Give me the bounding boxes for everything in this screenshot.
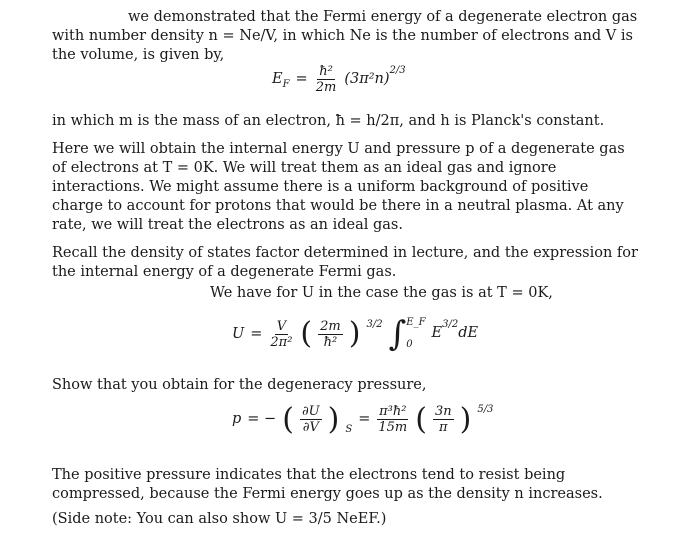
objective-paragraph: Here we will obtain the internal energy U and pressure p of a degenerate gas of electrons at T = 0K. We will treat them as an ideal gas and ignore interactions. We might assume there is a uniform background of positive charge to account for protons that would be there in a neutral plasma. At any rate, we will treat the electrons as an ideal gas. xyxy=(52,141,625,233)
internal-energy-equation: U = $\frac{V}{\text{2π²}}$ ( $\frac{2m}{\text{ħ²}}$ ) 3/2 ∫ E_F 0 $E^{3/2}dE$ xyxy=(232,314,479,354)
side-note-paragraph: (Side note: You can also show U = 3/5 NeEF.) xyxy=(52,511,387,527)
intro-paragraph: we demonstrated that the Fermi energy of a degenerate electron gas with number density n = Ne/V, in which Ne is the number of electrons and V is the volume, is given by, xyxy=(52,9,638,63)
pressure-explanation-paragraph: The positive pressure indicates that the electrons tend to resist being compressed, because the Fermi energy goes up as the density n increases. xyxy=(52,467,603,502)
recall-paragraph: Recall the density of states factor determined in lecture, and the expression for the internal energy of a degenerate Fermi gas. xyxy=(52,245,638,280)
internal-energy-intro: We have for U in the case the gas is at T = 0K, xyxy=(210,285,553,301)
show-pressure-paragraph: Show that you obtain for the degeneracy pressure, xyxy=(52,377,427,393)
pressure-equation: p = − ( $\frac{\partial U}{\partial V}$ ) S = $\frac{\text{π³ħ²}}{15m}$ ( $\frac{3n}{\pi}$ ) 5/3 xyxy=(232,401,494,437)
fermi-energy-equation: $E_F$ = $\frac{\text{ħ²}}{2m}$ $(3\pi^2n)^{2/3}$ xyxy=(272,64,406,95)
hbar-definition-paragraph: in which m is the mass of an electron, ħ = h/2π, and h is Planck's constant. xyxy=(52,113,605,129)
